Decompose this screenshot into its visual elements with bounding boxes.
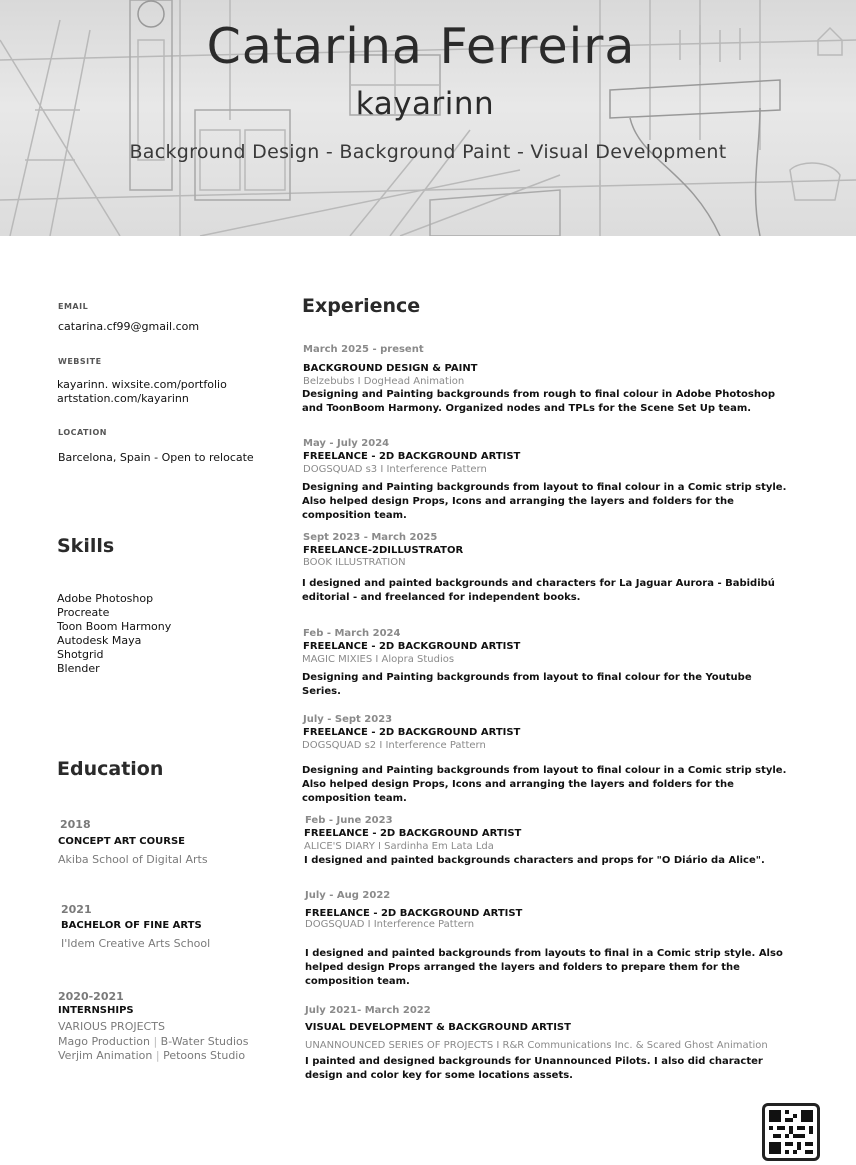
job-description: I designed and painted backgrounds from layouts to final in a Comic strip style. Also helped design Props arranged the layers and folders to prepare them for the composition team. xyxy=(305,948,783,987)
studio-name: Mago Production xyxy=(58,1035,150,1048)
job-company: ALICE'S DIARY I Sardinha Em Lata Lda xyxy=(304,841,494,852)
job-title: FREELANCE - 2D BACKGROUND ARTIST xyxy=(303,641,521,652)
studio-name: B-Water Studios xyxy=(160,1035,249,1048)
job-title: FREELANCE - 2D BACKGROUND ARTIST xyxy=(305,908,523,919)
education-title: INTERNSHIPS xyxy=(58,1005,134,1016)
skill-item: Adobe Photoshop xyxy=(57,592,154,605)
email-link[interactable]: catarina.cf99@gmail.com xyxy=(58,320,200,333)
skills-heading: Skills xyxy=(57,535,115,557)
education-year: 2021 xyxy=(61,903,92,916)
education-year: 2020-2021 xyxy=(58,990,124,1003)
education-school: Akiba School of Digital Arts xyxy=(58,853,208,866)
job-company: DOGSQUAD s2 I Interference Pattern xyxy=(302,740,486,751)
job-company: Belzebubs I DogHead Animation xyxy=(303,376,465,387)
job-title: FREELANCE - 2D BACKGROUND ARTIST xyxy=(304,828,522,839)
skill-item: Autodesk Maya xyxy=(57,634,142,647)
qr-code[interactable] xyxy=(762,1103,820,1161)
job-company: DOGSQUAD I Interference Pattern xyxy=(305,919,475,930)
job-description: I designed and painted backgrounds and characters for La Jaguar Aurora - Babidibú editorial - and freelanced for independent books. xyxy=(302,578,775,603)
job-title: FREELANCE - 2D BACKGROUND ARTIST xyxy=(303,727,521,738)
qr-code-icon xyxy=(769,1110,813,1154)
studio-name: Verjim Animation xyxy=(58,1049,153,1062)
skill-item: Blender xyxy=(57,662,100,675)
applicant-name: Catarina Ferreira xyxy=(206,18,636,75)
location-label: LOCATION xyxy=(58,428,107,437)
skill-item: Procreate xyxy=(57,606,110,619)
header-banner xyxy=(0,0,856,236)
studio-name: Petoons Studio xyxy=(163,1049,246,1062)
job-date: Sept 2023 - March 2025 xyxy=(303,532,438,543)
job-title: FREELANCE-2DILLUSTRATOR xyxy=(303,545,464,556)
job-company: UNANNOUNCED SERIES OF PROJECTS I R&R Communications Inc. & Scared Ghost Animation xyxy=(305,1040,768,1051)
skill-item: Toon Boom Harmony xyxy=(57,620,172,633)
job-company: DOGSQUAD s3 I Interference Pattern xyxy=(303,464,487,475)
job-date: July - Sept 2023 xyxy=(303,714,393,725)
experience-heading: Experience xyxy=(302,295,421,317)
education-title: BACHELOR OF FINE ARTS xyxy=(61,920,202,931)
job-description: I designed and painted backgrounds characters and props for "O Diário da Alice". xyxy=(304,855,765,866)
job-date: Feb - March 2024 xyxy=(303,628,401,639)
education-title: CONCEPT ART COURSE xyxy=(58,836,185,847)
job-date: March 2025 - present xyxy=(303,344,424,355)
job-description: Designing and Painting backgrounds from layout to final colour for the Youtube Series. xyxy=(302,672,752,697)
job-title: FREELANCE - 2D BACKGROUND ARTIST xyxy=(303,451,521,462)
artist-handle: kayarinn xyxy=(355,86,495,122)
job-description: Designing and Painting backgrounds from layout to final colour in a Comic strip style. Also helped design Props, Icons and arranging the layers and folders for the composition team. xyxy=(302,482,787,521)
job-company: BOOK ILLUSTRATION xyxy=(303,557,406,568)
job-description: Designing and Painting backgrounds from rough to final colour in Adobe Photoshop and ToonBoom Harmony. Organized nodes and TPLs for the Scene Set Up team. xyxy=(302,389,775,414)
education-school: I'Idem Creative Arts School xyxy=(61,937,211,950)
internship-studios-row: Mago Production | B-Water Studios xyxy=(58,1035,249,1048)
education-school: VARIOUS PROJECTS xyxy=(58,1020,165,1033)
internship-studios-row: Verjim Animation | Petoons Studio xyxy=(58,1049,246,1062)
job-title: VISUAL DEVELOPMENT & BACKGROUND ARTIST xyxy=(305,1022,571,1033)
skills-list xyxy=(57,592,171,676)
job-date: Feb - June 2023 xyxy=(305,815,393,826)
job-description: Designing and Painting backgrounds from layout to final colour in a Comic strip style. Also helped design Props, Icons and arranging the layers and folders for the composition team. xyxy=(302,765,787,804)
location-value: Barcelona, Spain - Open to relocate xyxy=(58,451,254,464)
job-description: I painted and designed backgrounds for Unannounced Pilots. I also did character design and color key for some locations assets. xyxy=(305,1056,763,1081)
job-date: July 2021- March 2022 xyxy=(305,1005,431,1016)
job-title: BACKGROUND DESIGN & PAINT xyxy=(303,363,478,374)
job-date: May - July 2024 xyxy=(303,438,390,449)
job-company: MAGIC MIXIES I Alopra Studios xyxy=(302,654,455,665)
website-link-portfolio[interactable]: kayarinn. wixsite.com/portfolio xyxy=(57,378,227,391)
website-link-artstation[interactable]: artstation.com/kayarinn xyxy=(57,392,189,405)
education-heading: Education xyxy=(57,758,164,780)
skill-item: Shotgrid xyxy=(57,648,104,661)
email-label: EMAIL xyxy=(58,302,89,311)
website-label: WEBSITE xyxy=(58,357,102,366)
education-year: 2018 xyxy=(60,818,91,831)
job-date: July - Aug 2022 xyxy=(305,890,391,901)
role-tagline: Background Design - Background Paint - Visual Development xyxy=(129,141,727,163)
